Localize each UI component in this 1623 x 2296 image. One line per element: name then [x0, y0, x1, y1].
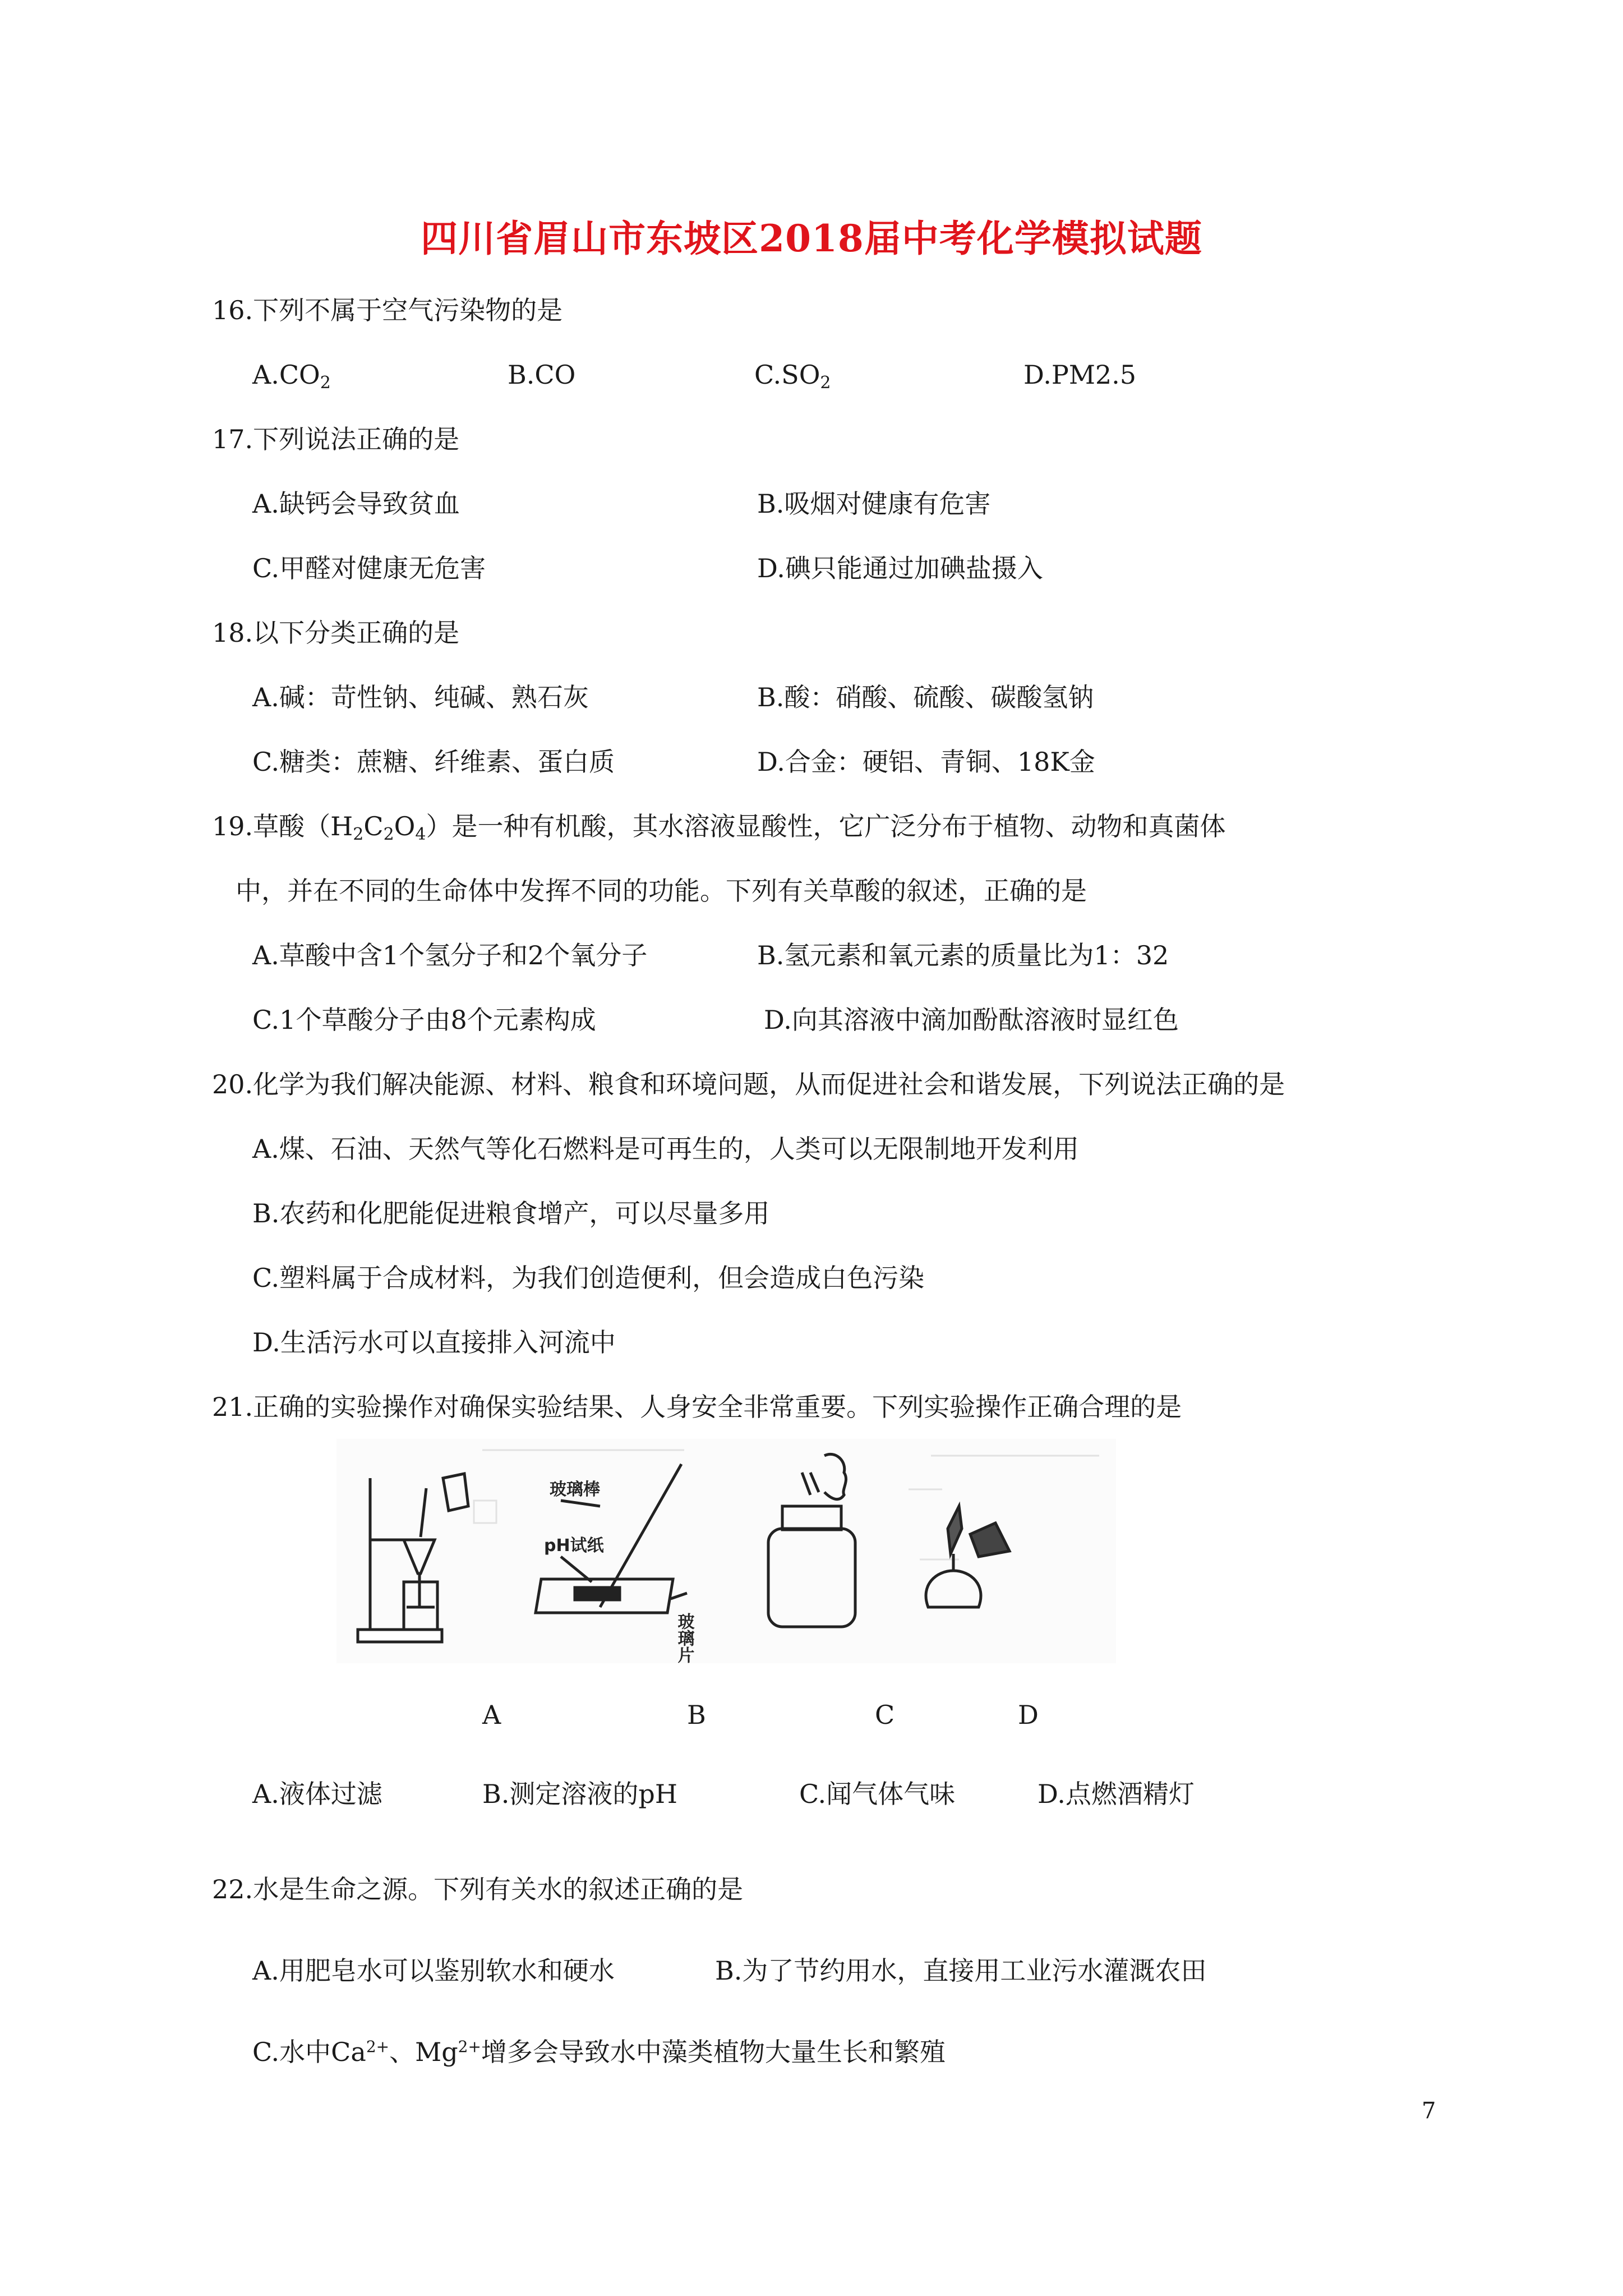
filtration-apparatus — [358, 1474, 468, 1642]
q18-option-d: D.合金：硬铝、青铜、18K金 — [757, 747, 1095, 777]
question-18-stem: 18.以下分类正确的是 — [212, 618, 460, 648]
question-16-stem: 16.下列不属于空气污染物的是 — [212, 295, 563, 325]
q21-option-d: D.点燃酒精灯 — [1038, 1779, 1195, 1809]
q17-option-a: A.缺钙会导致贫血 — [252, 489, 460, 519]
q22-option-a: A.用肥皂水可以鉴别软水和硬水 — [252, 1955, 615, 1986]
figure-letter-b: B — [687, 1700, 706, 1730]
q21-option-a: A.液体过滤 — [252, 1779, 382, 1809]
question-17-stem: 17.下列说法正确的是 — [212, 424, 460, 454]
experiment-figure — [336, 1439, 1116, 1663]
question-19-stem-line2: 中，并在不同的生命体中发挥不同的功能。下列有关草酸的叙述，正确的是 — [236, 876, 1087, 906]
figure-letter-d: D — [1018, 1700, 1039, 1730]
q22-option-b: B.为了节约用水，直接用工业污水灌溉农田 — [715, 1955, 1207, 1986]
q16-option-b: B.CO — [508, 360, 576, 390]
q22-option-c: C.水中$Ca^{2+}$、$Mg^{2+}$增多会导致水中藻类植物大量生长和繁殖 — [252, 2037, 946, 2067]
alcohol-lamp-apparatus — [926, 1506, 1009, 1607]
figure-letter-c: C — [875, 1700, 895, 1730]
page-title: 四川省眉山市东坡区2018届中考化学模拟试题 — [421, 217, 1202, 260]
q21-option-b: B.测定溶液的pH — [482, 1779, 677, 1809]
label-glass-rod: 玻璃棒 — [550, 1480, 600, 1499]
q20-option-b: B.农药和化肥能促进粮食增产，可以尽量多用 — [252, 1198, 770, 1228]
figure-letter-a: A — [482, 1700, 501, 1730]
question-20-stem: 20.化学为我们解决能源、材料、粮食和环境问题，从而促进社会和谐发展，下列说法正确的是 — [212, 1069, 1285, 1099]
q17-option-b: B.吸烟对健康有危害 — [757, 489, 991, 519]
question-19-stem: 19.草酸$(H_2C_2O_4)$是一种有机酸，其水溶液显酸性，它广泛分布于植物、动物和真菌体 — [212, 811, 1226, 844]
label-ph-paper: pH试纸 — [544, 1536, 604, 1556]
q19-option-b: B.氢元素和氧元素的质量比为1：32 — [757, 940, 1169, 970]
q18-option-a: A.碱：苛性钠、纯碱、熟石灰 — [252, 682, 589, 712]
q21-option-c: C.闻气体气味 — [799, 1779, 956, 1809]
q16-option-a: $A.CO_2$ — [252, 360, 331, 393]
question-21-stem: 21.正确的实验操作对确保实验结果、人身安全非常重要。下列实验操作正确合理的是 — [212, 1392, 1182, 1422]
q19-option-a: A.草酸中含1个氢分子和2个氧分子 — [252, 940, 648, 970]
q18-option-b: B.酸：硝酸、硫酸、碳酸氢钠 — [757, 682, 1094, 712]
q17-option-c: C.甲醛对健康无危害 — [252, 553, 486, 583]
experiment-illustration — [336, 1439, 1116, 1663]
q20-option-a: A.煤、石油、天然气等化石燃料是可再生的，人类可以无限制地开发利用 — [252, 1134, 1079, 1164]
q16-option-d: D.PM2.5 — [1023, 360, 1137, 390]
question-22-stem: 22.水是生命之源。下列有关水的叙述正确的是 — [212, 1874, 744, 1904]
q20-option-d: D.生活污水可以直接排入河流中 — [252, 1327, 616, 1358]
q18-option-c: C.糖类：蔗糖、纤维素、蛋白质 — [252, 747, 615, 777]
q19-option-d: D.向其溶液中滴加酚酞溶液时显红色 — [764, 1005, 1179, 1035]
q16-option-c: $C.SO_2$ — [754, 360, 831, 393]
q19-option-c: C.1个草酸分子由8个元素构成 — [252, 1005, 596, 1035]
label-glass-slide: 玻璃片 — [674, 1613, 694, 1663]
page-number: 7 — [1422, 2098, 1436, 2124]
gas-bottle-apparatus — [768, 1454, 855, 1627]
q17-option-d: D.碘只能通过加碘盐摄入 — [757, 553, 1043, 583]
q20-option-c: C.塑料属于合成材料，为我们创造便利，但会造成白色污染 — [252, 1263, 925, 1293]
